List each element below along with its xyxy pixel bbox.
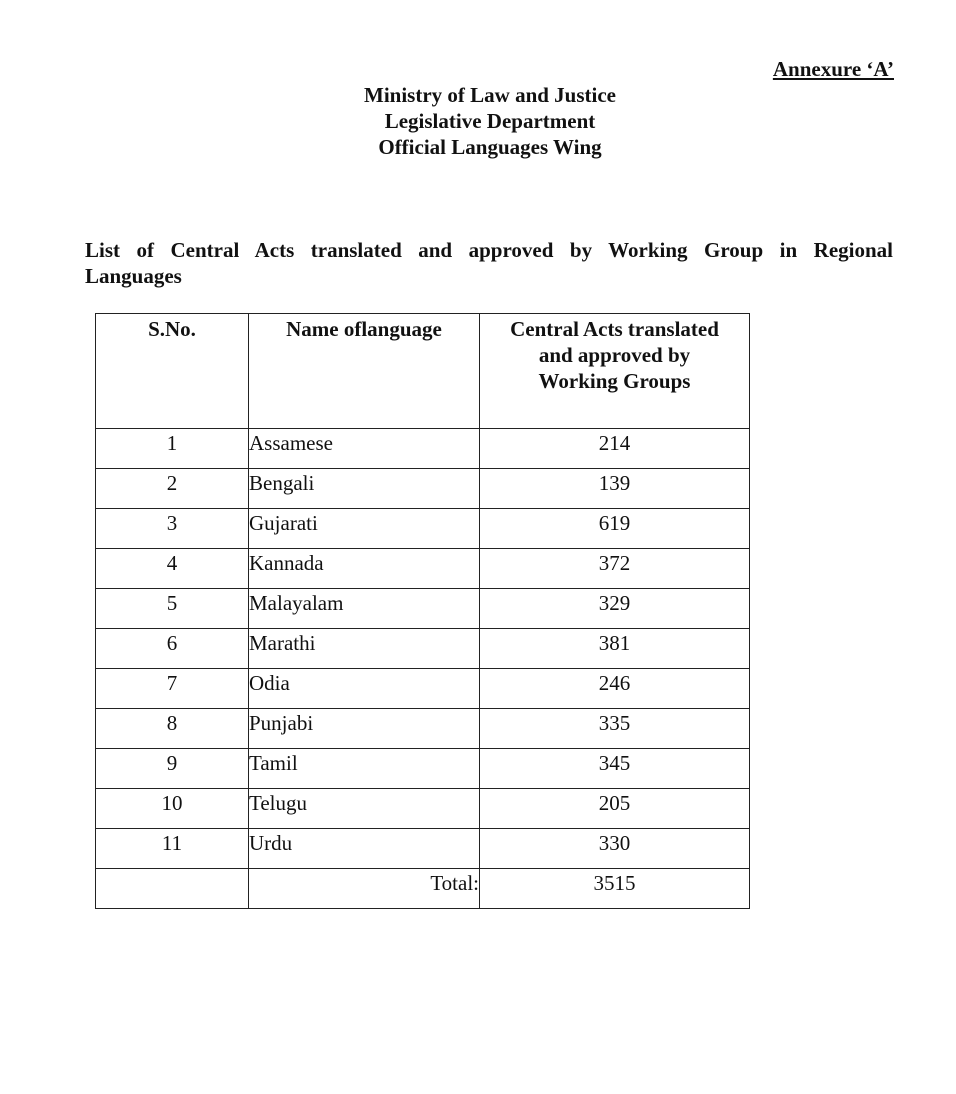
row-language: Assamese: [249, 429, 480, 469]
row-sno: 10: [96, 789, 249, 829]
table-row: [96, 749, 750, 789]
table-row: [96, 669, 750, 709]
row-acts-count: 246: [480, 669, 750, 709]
row-sno: 9: [96, 749, 249, 789]
row-sno: 1: [96, 429, 249, 469]
table-row: [96, 589, 750, 629]
row-sno: 2: [96, 469, 249, 509]
row-acts-count: 372: [480, 549, 750, 589]
annexure-label: Annexure ‘A’: [772, 57, 894, 81]
table-row: [96, 709, 750, 749]
row-language: Punjabi: [249, 709, 480, 749]
row-acts-count: 139: [480, 469, 750, 509]
row-sno: 4: [96, 549, 249, 589]
table-row: [96, 429, 750, 469]
total-row-empty-cell: [96, 869, 249, 909]
table-row: [96, 469, 750, 509]
row-acts-count: 345: [480, 749, 750, 789]
row-language: Gujarati: [249, 509, 480, 549]
row-sno: 7: [96, 669, 249, 709]
row-sno: 3: [96, 509, 249, 549]
row-language: Urdu: [249, 829, 480, 869]
column-header-acts-count: Central Acts translated and approved by Working Groups: [480, 314, 750, 429]
wing-name: Official Languages Wing: [378, 135, 602, 159]
table-row: [96, 829, 750, 869]
table-row: [96, 789, 750, 829]
row-language: Bengali: [249, 469, 480, 509]
row-sno: 6: [96, 629, 249, 669]
row-acts-count: 205: [480, 789, 750, 829]
row-language: Tamil: [249, 749, 480, 789]
document-header: [0, 82, 956, 160]
list-title-line1: List of Central Acts translated and approved by Working Group in Regional: [85, 238, 893, 262]
total-value: 3515: [480, 869, 750, 909]
ministry-name: Ministry of Law and Justice: [364, 83, 616, 107]
row-language: Telugu: [249, 789, 480, 829]
row-acts-count: 619: [480, 509, 750, 549]
row-acts-count: 335: [480, 709, 750, 749]
row-language: Odia: [249, 669, 480, 709]
row-acts-count: 329: [480, 589, 750, 629]
acts-table: [95, 313, 750, 909]
row-language: Marathi: [249, 629, 480, 669]
row-acts-count: 214: [480, 429, 750, 469]
column-header-language: Name oflanguage: [249, 314, 480, 429]
column-header-sno: S.No.: [96, 314, 249, 429]
table-row: [96, 629, 750, 669]
row-sno: 5: [96, 589, 249, 629]
table-header-row: [96, 314, 750, 429]
table-total-row: [96, 869, 750, 909]
row-acts-count: 381: [480, 629, 750, 669]
row-language: Kannada: [249, 549, 480, 589]
row-sno: 8: [96, 709, 249, 749]
total-label: Total:: [249, 869, 480, 909]
table-row: [96, 509, 750, 549]
row-language: Malayalam: [249, 589, 480, 629]
list-title: [85, 237, 893, 289]
row-sno: 11: [96, 829, 249, 869]
row-acts-count: 330: [480, 829, 750, 869]
table-row: [96, 549, 750, 589]
department-name: Legislative Department: [384, 109, 596, 133]
list-title-line2: Languages: [85, 264, 182, 288]
